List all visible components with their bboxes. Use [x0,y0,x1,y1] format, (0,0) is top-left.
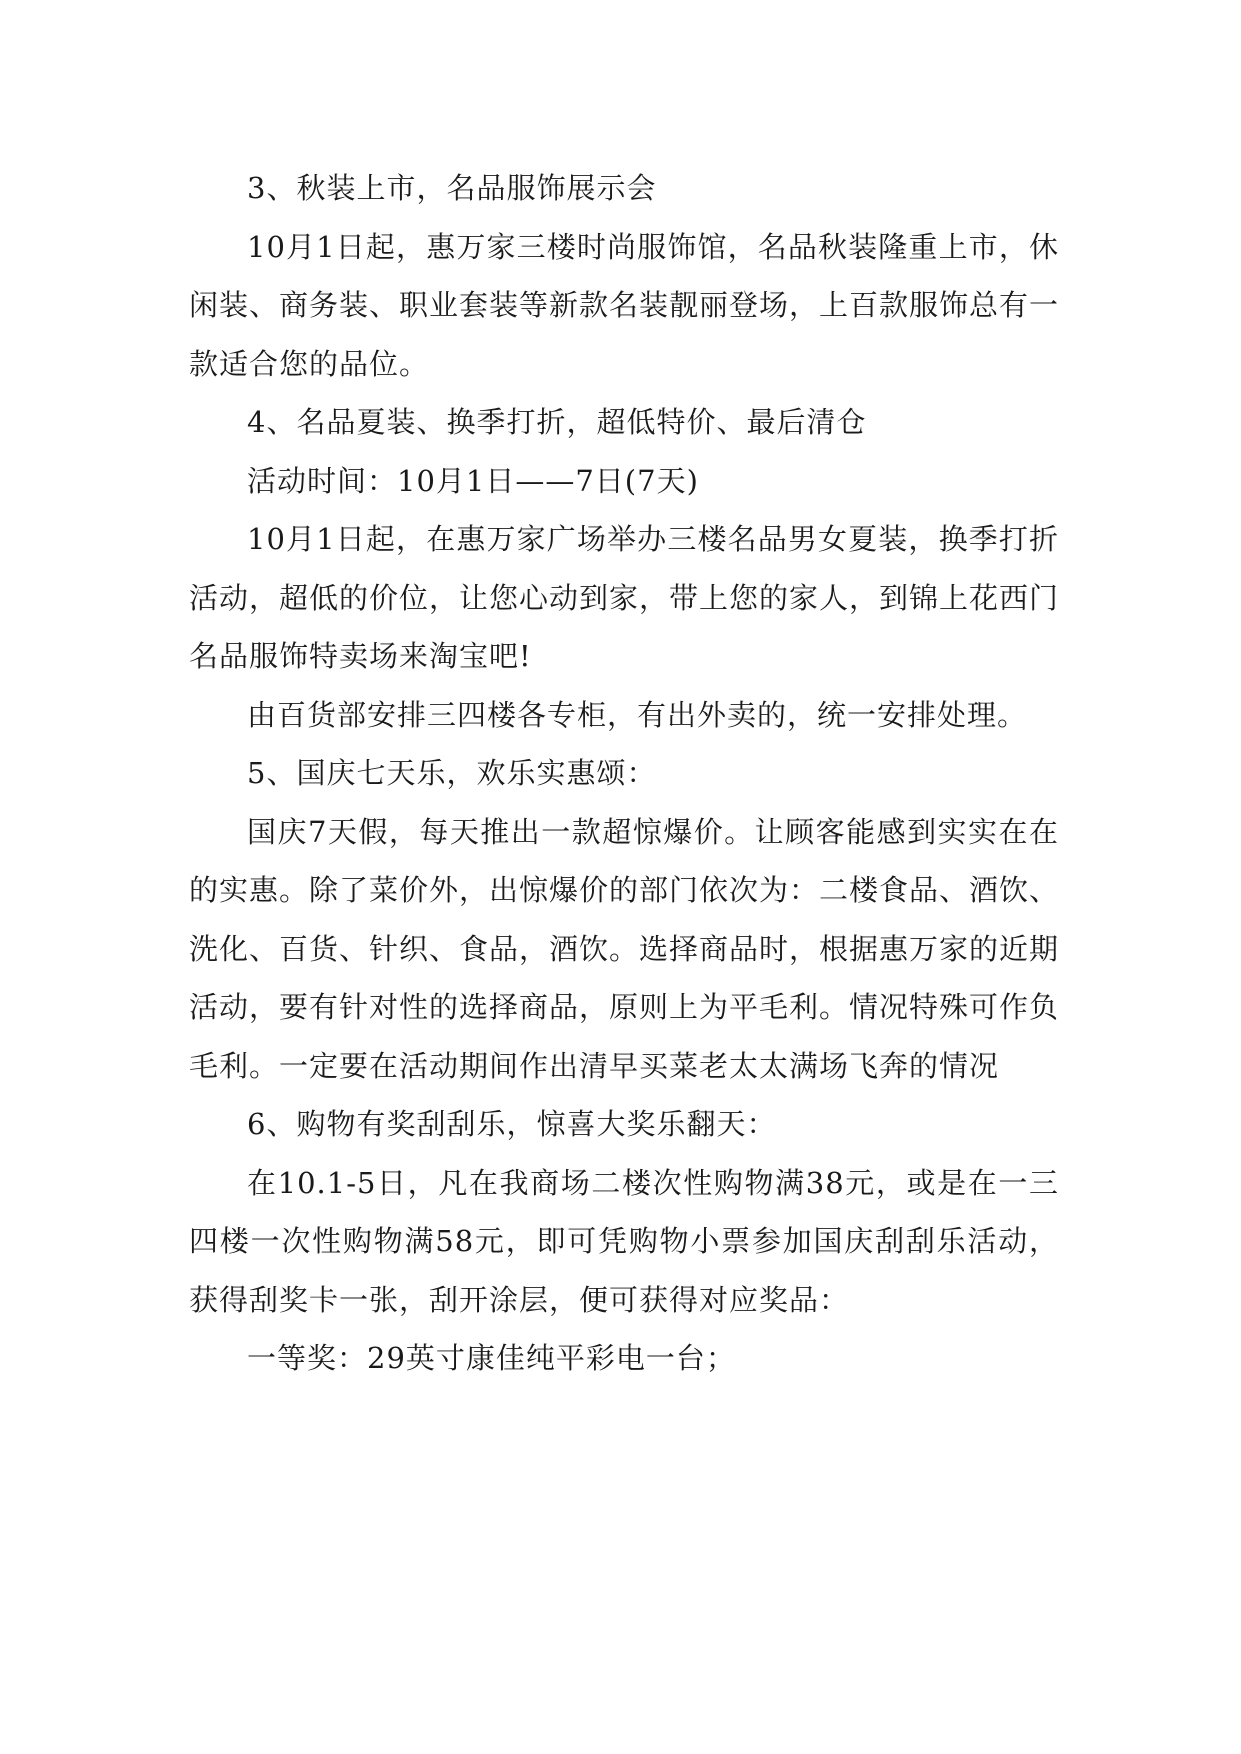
paragraph-department-arrangement: 由百货部安排三四楼各专柜，有出外卖的，统一安排处理。 [247,697,1028,732]
document-body [189,159,1059,1388]
paragraph-scratch-card: 在10.1-5日，凡在我商场二楼次性购物满38元，或是在一三四楼一次性购物满58元，即可凭购物小票参加国庆刮刮乐活动，获得刮奖卡一张，刮开涂层，便可获得对应奖品： [189,1165,1059,1317]
section-heading-autumn-launch: 3、秋装上市，名品服饰展示会 [247,171,657,205]
section-heading-scratch-card: 6、购物有奖刮刮乐，惊喜大奖乐翻天： [247,1107,777,1141]
paragraph-national-day: 国庆7天假，每天推出一款超惊爆价。让顾客能感到实实在在的实惠。除了菜价外，出惊爆价的部门依次为：二楼食品、酒饮、洗化、百货、针织、食品，酒饮。选择商品时，根据惠万家的近期活动，要有针对性的选择商品，原则上为平毛利。情况特殊可作负毛利。一定要在活动期间作出清早买菜老太太满场飞奔的情况 [189,814,1060,1083]
paragraph-autumn-launch: 10月1日起，惠万家三楼时尚服饰馆，名品秋装隆重上市，休闲装、商务装、职业套装等新款名装靓丽登场，上百款服饰总有一款适合您的品位。 [189,229,1060,381]
prize-first: 一等奖：29英寸康佳纯平彩电一台； [247,1341,736,1375]
section-heading-summer-clearance: 4、名品夏装、换季打折，超低特价、最后清仓 [247,405,867,439]
paragraph-summer-clearance: 10月1日起，在惠万家广场举办三楼名品男女夏装，换季打折活动，超低的价位，让您心动到家，带上您的家人，到锦上花西门名品服饰特卖场来淘宝吧! [189,522,1060,673]
section-heading-national-day: 5、国庆七天乐，欢乐实惠颂： [247,756,657,790]
activity-time: 活动时间：10月1日——7日(7天) [247,463,699,498]
